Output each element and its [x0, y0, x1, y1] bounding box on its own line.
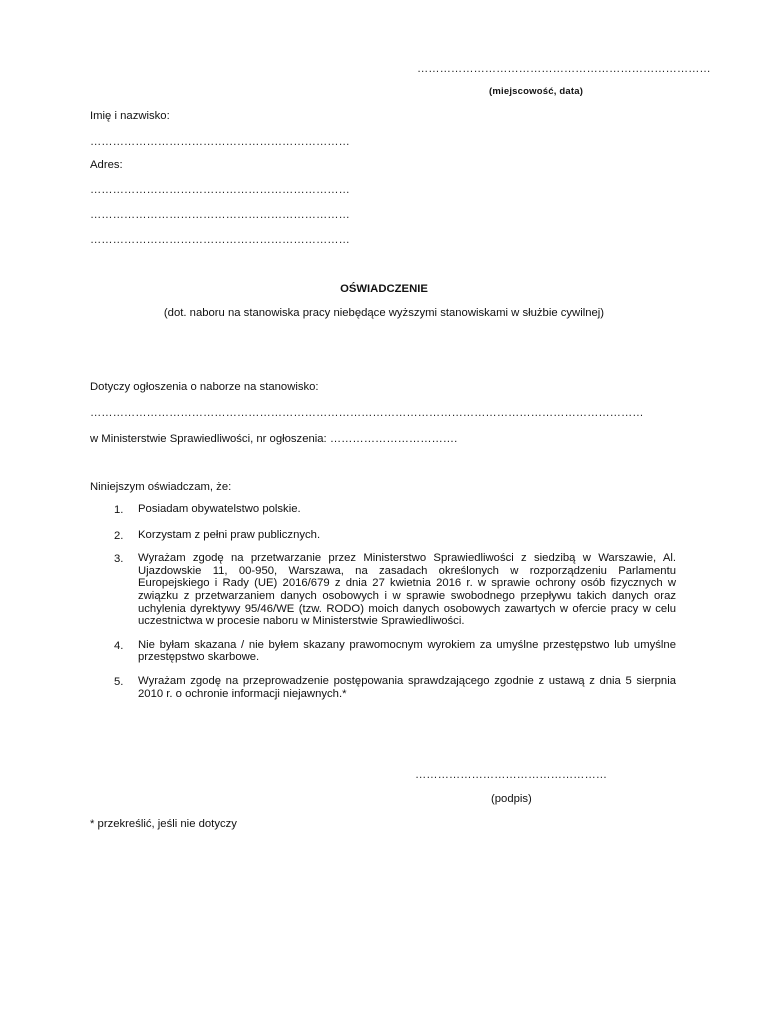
position-field[interactable]: …………………………………………………………………………………………………………………………………: [90, 407, 644, 419]
place-date-line[interactable]: ……………………………………………………………………: [417, 63, 711, 75]
address-field-line-1[interactable]: ……………………………………………………………: [90, 184, 350, 196]
item-text: Nie byłam skazana / nie byłem skazany prawomocnym wyrokiem za umyślne przestępstwo lub umyślne przestępstwo skarbowe.: [138, 638, 676, 664]
item-number: 1.: [114, 504, 124, 516]
signature-field[interactable]: ……………………………………………: [415, 769, 608, 781]
place-date-label: (miejscowość, data): [489, 86, 584, 97]
signature-label: (podpis): [491, 793, 532, 805]
declaration-intro: Niniejszym oświadczam, że:: [90, 481, 232, 493]
item-text: Posiadam obywatelstwo polskie.: [138, 503, 301, 515]
item-number: 2.: [114, 529, 124, 542]
announcement-label: Dotyczy ogłoszenia o naborze na stanowisko:: [90, 381, 319, 393]
item-text: Wyrażam zgodę na przetwarzanie przez Ministerstwo Sprawiedliwości z siedzibą w Warszawie, Al. Ujazdowskie 11, 00-950, Warszawa, na zasadach określonych w rozporządzeniu Parlamentu Europejskiego i Rady (UE) 2016/679 z dnia 27 kwietnia 2016 r. w sprawie ochrony osób fizycznych w związku z przetwarzaniem danych osobowych i w sprawie swobodnego przepływu takich danych oraz uchylenia dyrektywy 95/46/WE (tzw. RODO) moich danych osobowych zawartych w ofercie pracy w celu uczestnictwa w procesie naboru w Ministerstwie Sprawiedliwości.: [138, 552, 676, 628]
name-label: Imię i nazwisko:: [90, 110, 170, 122]
declaration-item: [90, 675, 676, 700]
address-field-line-3[interactable]: ……………………………………………………………: [90, 234, 350, 246]
item-text: Korzystam z pełni praw publicznych.: [138, 528, 321, 541]
declaration-item: [90, 529, 676, 542]
item-text: Wyrażam zgodę na przeprowadzenie postępowania sprawdzającego zgodnie z ustawą z dnia 5 sierpnia 2010 r. o ochronie informacji niejawnych.*: [138, 674, 676, 700]
declaration-list: [90, 503, 676, 710]
address-field-line-2[interactable]: ……………………………………………………………: [90, 209, 350, 221]
document-subtitle: (dot. naboru na stanowiska pracy niebędące wyższymi stanowiskami w służbie cywilnej): [163, 307, 605, 319]
declaration-item: [90, 503, 676, 516]
item-number: 5.: [114, 675, 124, 688]
declaration-item: [90, 552, 676, 628]
document-title: OŚWIADCZENIE: [340, 283, 428, 295]
declaration-item: [90, 639, 676, 664]
item-number: 3.: [114, 553, 124, 566]
name-field[interactable]: ……………………………………………………………: [90, 136, 350, 148]
address-label: Adres:: [90, 159, 123, 171]
item-number: 4.: [114, 639, 124, 652]
ministry-announcement-number[interactable]: w Ministerstwie Sprawiedliwości, nr ogłoszenia: …………………………….: [90, 433, 458, 445]
footnote: * przekreślić, jeśli nie dotyczy: [90, 818, 237, 830]
